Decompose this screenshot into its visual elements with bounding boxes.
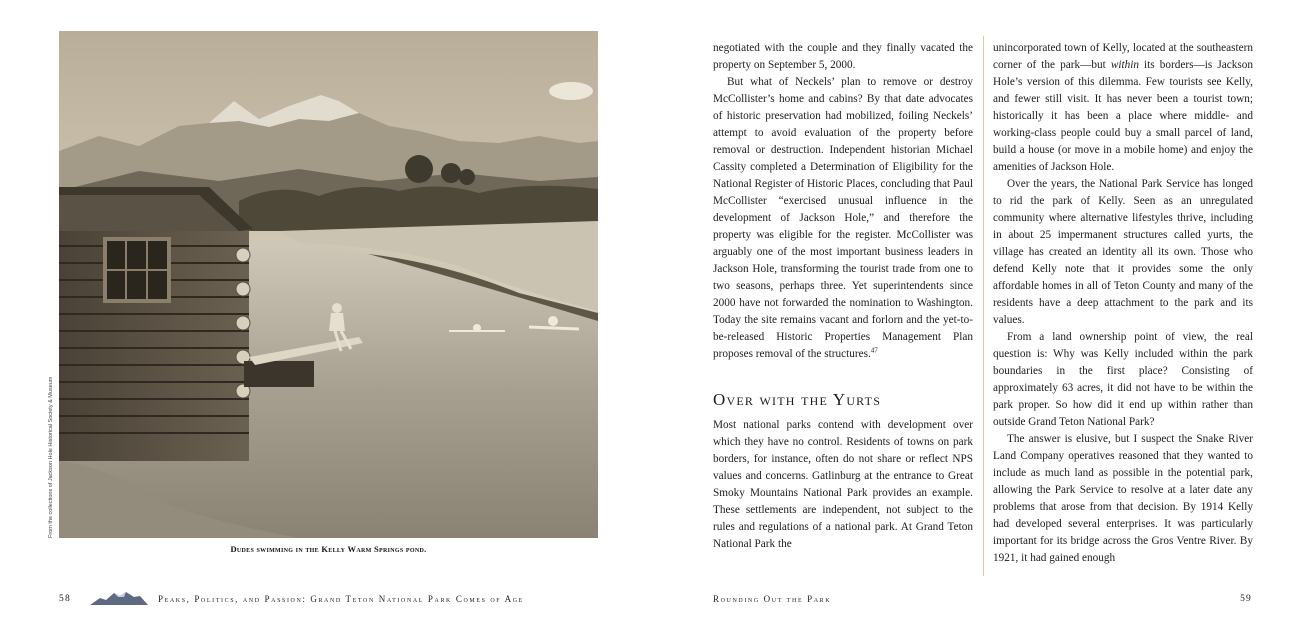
emphasis: within (1110, 59, 1139, 71)
paragraph-text: But what of Neckels’ plan to remove or destroy McCollister’s home and cabins? By that date advocates of historic preservation had mobilized, foiling Neckels’ attempt to avoid evaluation of the property before removal or destruction. Independent historian Michael Cassity completed a Determination of Eligibility for the National Register of Historic Places, concluding that Paul McCollister “exercised unusual influence in the development of Jackson Hole,” and therefore the property was eligible for the register. McCollister was arguably one of the most important business leaders in Jackson Hole, transforming the tourist trade from one to two seasons, perhaps three. Yet superintendents since 2000 have not forwarded the nomination to Washington. Today the site remains vacant and forlorn and the yet-to-be-released Historic Properties Management Plan proposes removal of the structures. (713, 76, 973, 360)
photo-caption: Dudes swimming in the Kelly Warm Springs pond. (230, 544, 427, 554)
paragraph: The answer is elusive, but I suspect the Snake River Land Company operatives reasoned that they wanted to include as much land as possible in the potential park, allowing the Park Service to resolve at a later date any problems that arose from that decision. By 1914 Kelly had developed several enterprises. It was particularly important for its bridge across the Gros Ventre River. By 1921, it had gained enough (993, 433, 1253, 564)
paragraph: Most national parks contend with development over which they have no control. Residents of towns on park borders, for instance, often do not share or reflect NPS values and concerns. Gatlinburg at the entrance to Great Smoky Mountains National Park provides an example. These settlements are independent, not subject to the rules and regulations of a national park. At Grand Teton National Park the (713, 419, 973, 550)
text-column-left (713, 40, 973, 553)
kelly-warm-springs-photo (59, 31, 598, 538)
paragraph (713, 74, 973, 363)
section-heading: Over with the Yurts (713, 390, 882, 409)
paragraph: negotiated with the couple and they finally vacated the property on September 5, 2000. (713, 42, 973, 71)
page-number-right: 59 (1240, 594, 1252, 604)
column-rule (983, 36, 984, 576)
paragraph (993, 40, 1253, 176)
page-number-left: 58 (59, 594, 71, 604)
paragraph-text: its borders—is Jackson Hole’s version of this dilemma. Few tourists see Kelly, and fewer still visit. It has never been a tourist town; historically it has been a place where middle- and working-class people could buy a small parcel of land, build a house (or move in a mobile home) and enjoy the amenities of Jackson Hole. (993, 59, 1253, 173)
mountain-ornament-icon (90, 591, 148, 605)
paragraph: From a land ownership point of view, the real question is: Why was Kelly included within the park boundaries in the first place? Consisting of approximately 63 acres, it did not have to be within the park proper. So how did it end up within rather than outside Grand Teton National Park? (993, 331, 1253, 428)
running-head-left: Peaks, Politics, and Passion: Grand Teton National Park Comes of Age (158, 594, 524, 604)
endnote-marker: 47 (870, 346, 878, 355)
photo-credit: From the collections of Jackson Hole Historical Society & Museum (48, 376, 54, 538)
paragraph-text: unincorporated town of Kelly, located at the southeastern corner of the park—but (993, 42, 1253, 71)
running-head-right: Rounding Out the Park (713, 594, 832, 604)
text-column-right (993, 40, 1253, 567)
paragraph: Over the years, the National Park Service has longed to rid the park of Kelly. Seen as an unregulated community where alternative lifestyles thrive, including in about 25 impermanent structures called yurts, the village has created an identity all its own. Those who defend Kelly note that it provides some the only affordable homes in all of Teton County and many of the residents have a deep attachment to the park and its values. (993, 178, 1253, 326)
